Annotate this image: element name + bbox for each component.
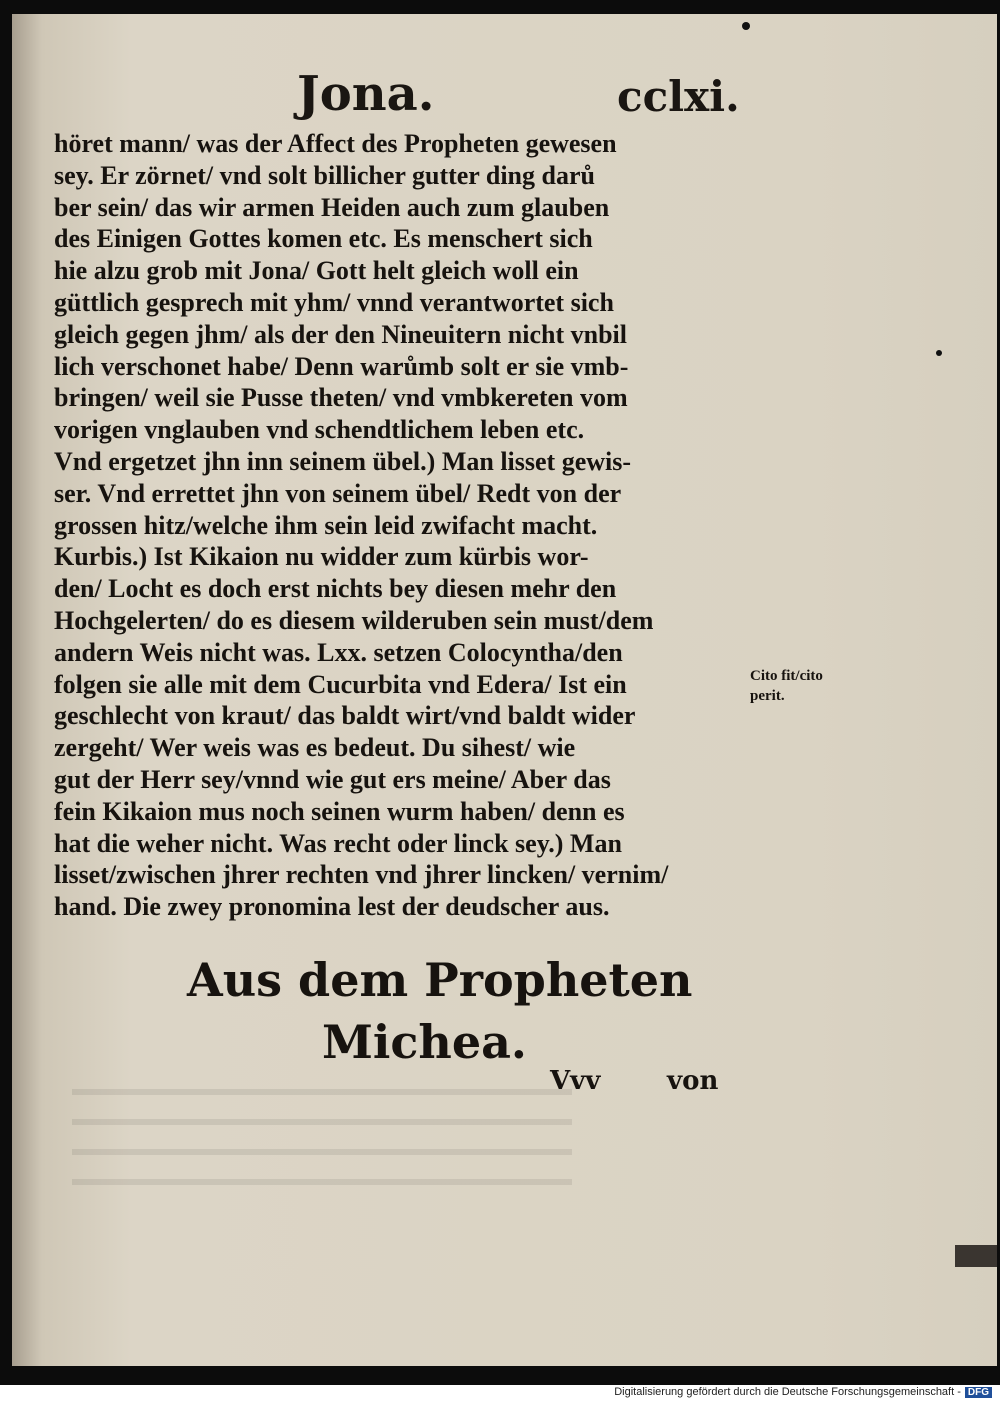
ink-speck (742, 22, 750, 30)
text-line: ser. Vnd errettet jhn von seinem übel/ Redt von der (54, 478, 622, 508)
ink-speck (936, 350, 942, 356)
text-line: lisset/zwischen jhrer rechten vnd jhrer lincken/ vernim/ (54, 860, 669, 890)
page (12, 14, 997, 1366)
catchword: von (667, 1066, 719, 1096)
section-heading-line: Aus dem Propheten (187, 953, 693, 1007)
text-line: Vnd ergetzet jhn inn seinem übel.) Man lisset gewis- (54, 446, 632, 476)
text-line: gut der Herr sey/vnnd wie gut ers meine/ Aber das (54, 764, 611, 794)
page-header (12, 66, 997, 136)
text-line: geschlecht von kraut/ das baldt wirt/vnd baldt wider (54, 701, 636, 731)
signature-mark: Vvv (550, 1066, 601, 1096)
funding-credit: Digitalisierung gefördert durch die Deutsche Forschungsgemeinschaft - (614, 1386, 961, 1398)
text-line: hand. Die zwey pronomina lest der deudscher aus. (54, 892, 610, 922)
margin-note (750, 666, 823, 706)
text-line: vorigen vnglauben vnd schendtlichem leben etc. (54, 415, 585, 445)
text-line: zergeht/ Wer weis was es bedeut. Du sihest/ wie (54, 733, 576, 763)
running-title: Jona. (297, 66, 435, 122)
show-through-text (72, 1089, 572, 1199)
text-line: folgen sie alle mit dem Cucurbita vnd Edera/ Ist ein (54, 669, 627, 699)
text-line: grossen hitz/welche ihm sein leid zwifacht macht. (54, 510, 598, 540)
text-line: ber sein/ das wir armen Heiden auch zum glauben (54, 192, 610, 222)
text-line: andern Weis nicht was. Lxx. setzen Colocyntha/den (54, 637, 623, 667)
text-line: den/ Locht es doch erst nichts bey diesen mehr den (54, 574, 617, 604)
text-line: höret mann/ was der Affect des Propheten gewesen (54, 129, 617, 158)
body-text (54, 128, 744, 923)
text-line: gleich gegen jhm/ als der den Nineuitern nicht vnbil (54, 319, 627, 349)
text-line: fein Kikaion mus noch seinen wurm haben/ denn es (54, 796, 625, 826)
section-heading-line: Michea. (322, 1015, 527, 1069)
text-line: des Einigen Gottes komen etc. Es menschert sich (54, 224, 593, 254)
folio-number: cclxi. (617, 72, 740, 121)
text-line: bringen/ weil sie Pusse theten/ vnd vmbkereten vom (54, 383, 628, 413)
footer (614, 1386, 992, 1398)
section-heading (187, 949, 693, 1073)
dfg-logo: DFG (965, 1387, 992, 1398)
margin-note-line: perit. (750, 688, 785, 704)
text-line: lich verschonet habe/ Denn warůmb solt er sie vmb- (54, 351, 629, 381)
text-line: Kurbis.) Ist Kikaion nu widder zum kürbis wor- (54, 542, 589, 572)
text-line: güttlich gesprech mit yhm/ vnnd verantwortet sich (54, 287, 614, 317)
text-line: sey. Er zörnet/ vnd solt billicher gutter ding darů (54, 160, 595, 190)
margin-note-line: Cito fit/cito (750, 668, 823, 684)
text-line: hie alzu grob mit Jona/ Gott helt gleich woll ein (54, 256, 579, 286)
text-line: hat die weher nicht. Was recht oder linck sey.) Man (54, 828, 622, 858)
page-tab-edge (955, 1245, 997, 1267)
text-line: Hochgelerten/ do es diesem wilderuben sein must/dem (54, 605, 654, 635)
